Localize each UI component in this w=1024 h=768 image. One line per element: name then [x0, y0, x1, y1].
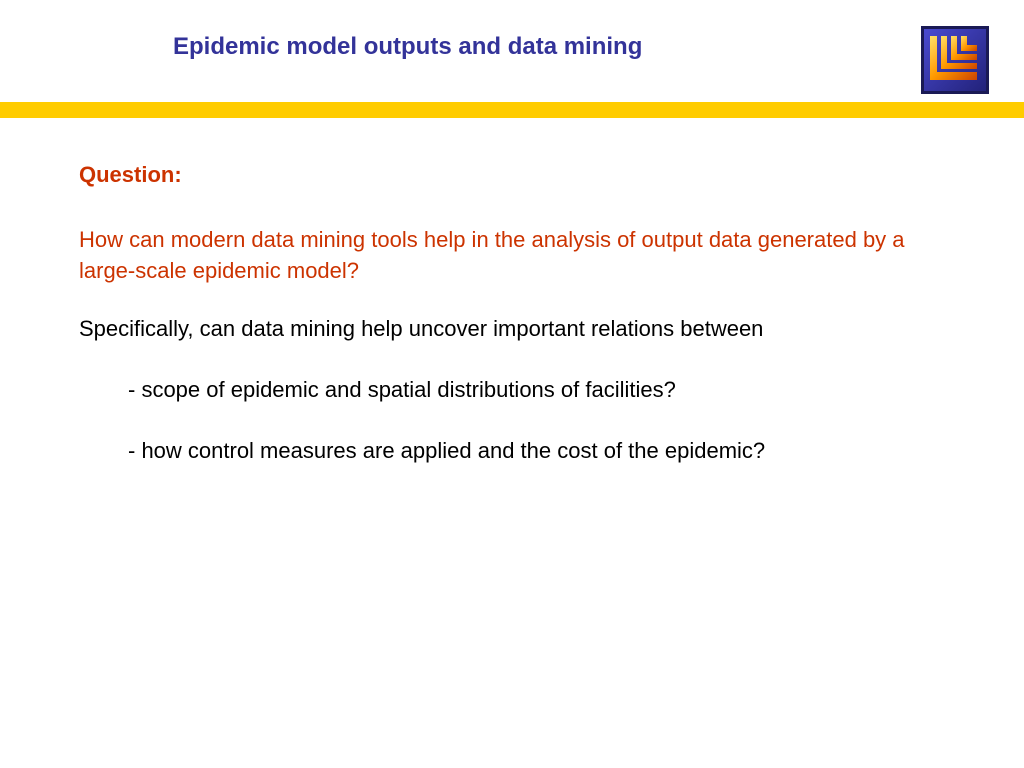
bullet-item: - scope of epidemic and spatial distributions of facilities?: [128, 377, 676, 402]
title-divider: [0, 102, 1024, 118]
question-text: How can modern data mining tools help in the analysis of output data generated by a large-scale epidemic model?: [79, 227, 905, 283]
llnl-logo-icon: [921, 26, 989, 94]
question-heading: Question:: [79, 162, 182, 187]
intro-text: Specifically, can data mining help uncover important relations between: [79, 316, 764, 341]
bullet-item: - how control measures are applied and the cost of the epidemic?: [128, 438, 766, 463]
slide-title: Epidemic model outputs and data mining: [173, 33, 643, 60]
